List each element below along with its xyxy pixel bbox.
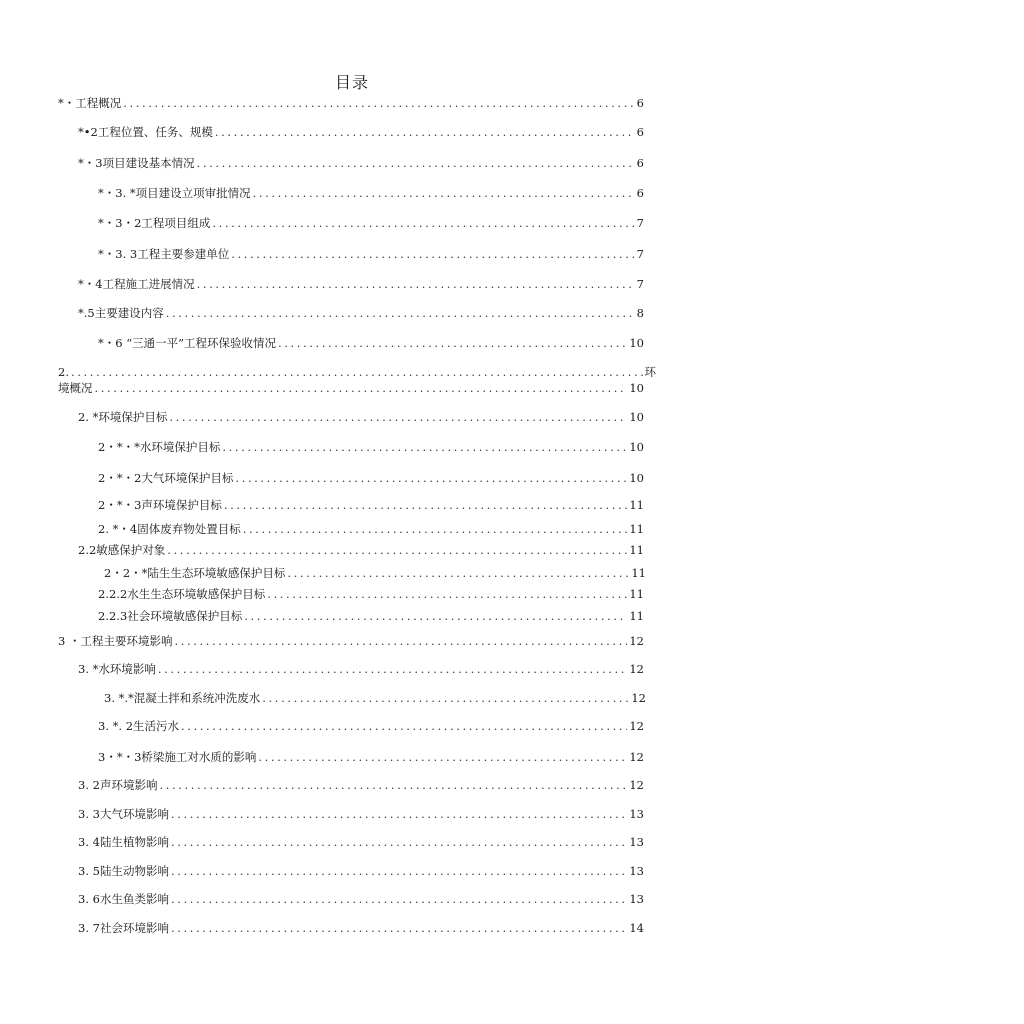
toc-entry-page: 6 [636, 96, 644, 110]
toc-entry[interactable] [78, 864, 644, 878]
toc-entry-page: 12 [629, 719, 644, 733]
toc-entry[interactable] [98, 750, 644, 764]
toc-leader-dots [287, 566, 629, 580]
toc-leader-dots [197, 156, 635, 170]
toc-entry-page: 7 [636, 277, 644, 291]
toc-leader-dots [169, 410, 627, 424]
toc-entry-page: 11 [629, 609, 644, 623]
toc-entry-label: 2. *・4固体废弃物处置目标 [98, 522, 241, 536]
toc-entry-page: 6 [636, 186, 644, 200]
toc-entry[interactable] [78, 306, 644, 320]
toc-entry-label: *・3. *项目建设立项审批情况 [98, 186, 251, 200]
toc-entry-label: 3. 5陆生动物影响 [78, 864, 169, 878]
toc-entry-page: 13 [629, 807, 644, 821]
toc-entry[interactable] [78, 835, 644, 849]
toc-leader-dots [171, 892, 627, 906]
toc-entry-label: 3. 2声环境影响 [78, 778, 158, 792]
toc-entry[interactable] [58, 381, 644, 395]
toc-leader-dots [231, 247, 634, 261]
toc-leader-dots [262, 691, 629, 705]
toc-entry-page: 7 [636, 216, 644, 230]
toc-entry-page: 12 [631, 691, 646, 705]
toc-leader-dots [123, 96, 634, 110]
toc-entry-label: 2.2.3社会环境敏感保护目标 [98, 609, 243, 623]
toc-entry-page: 10 [629, 440, 644, 454]
toc-leader-dots [224, 498, 627, 512]
toc-entry-label: 3. 4陆生植物影响 [78, 835, 169, 849]
toc-entry[interactable] [58, 634, 644, 648]
toc-entry-label: 3. *水环境影响 [78, 662, 156, 676]
toc-entry[interactable] [98, 247, 644, 261]
toc-entry-label: *・4工程施工进展情况 [78, 277, 195, 291]
toc-entry-page: 11 [629, 522, 644, 536]
toc-leader-dots [171, 921, 627, 935]
toc-entry-label: *・工程概况 [58, 96, 122, 110]
toc-entry[interactable] [78, 156, 644, 170]
toc-entry[interactable] [104, 691, 646, 705]
toc-entry[interactable] [58, 365, 656, 379]
toc-entry-label: 3・*・3桥梁施工对水质的影响 [98, 750, 257, 764]
toc-entry[interactable] [98, 719, 644, 733]
toc-entry-page: 10 [629, 381, 644, 395]
toc-leader-dots [171, 864, 627, 878]
toc-entry-label: 3. 6水生鱼类影响 [78, 892, 169, 906]
toc-entry[interactable] [98, 587, 644, 601]
toc-entry-page: 12 [629, 634, 644, 648]
toc-entry[interactable] [78, 543, 644, 557]
toc-leader-dots [258, 750, 627, 764]
toc-entry[interactable] [98, 186, 644, 200]
toc-leader-dots [244, 609, 627, 623]
toc-entry-page: 7 [636, 247, 644, 261]
toc-leader-dots [71, 365, 643, 379]
toc-entry-page: 11 [631, 566, 646, 580]
toc-entry[interactable] [78, 125, 644, 139]
toc-entry-label: 2・*・2大气环境保护目标 [98, 471, 234, 485]
toc-leader-dots [167, 543, 627, 557]
toc-entry[interactable] [78, 921, 644, 935]
toc-entry-label: 3. 7社会环境影响 [78, 921, 169, 935]
toc-entry-label: *・3项目建设基本情况 [78, 156, 195, 170]
toc-leader-dots [235, 471, 627, 485]
toc-entry-label: 境概况 [58, 381, 93, 395]
toc-entry[interactable] [58, 96, 644, 110]
toc-leader-dots [243, 522, 628, 536]
toc-entry-label: 3. *. 2生活污水 [98, 719, 180, 733]
toc-leader-dots [171, 807, 627, 821]
toc-entry-page: 10 [629, 410, 644, 424]
toc-leader-dots [171, 835, 627, 849]
toc-leader-dots [166, 306, 635, 320]
toc-entry-label: 2.2敏感保护对象 [78, 543, 166, 557]
toc-entry-label: 2・*・*水环境保护目标 [98, 440, 221, 454]
toc-entry[interactable] [78, 410, 644, 424]
toc-leader-dots [212, 216, 634, 230]
toc-entry[interactable] [98, 471, 644, 485]
toc-entry-page: 10 [629, 471, 644, 485]
toc-entry-page: 14 [629, 921, 644, 935]
toc-entry-label: *・3・2工程项目组成 [98, 216, 211, 230]
toc-entry-label: 2. *环境保护目标 [78, 410, 168, 424]
toc-leader-dots [95, 381, 628, 395]
toc-entry[interactable] [98, 609, 644, 623]
toc-entry[interactable] [78, 807, 644, 821]
toc-leader-dots [215, 125, 635, 139]
toc-entry[interactable] [98, 498, 644, 512]
toc-leader-dots [174, 634, 627, 648]
toc-title: 目录 [334, 73, 369, 92]
toc-entry-label: 2・*・3声环境保护目标 [98, 498, 222, 512]
toc-entry-page: 12 [629, 778, 644, 792]
toc-entry-label: 2. [58, 365, 69, 379]
toc-entry-label: 3. 3大气环境影响 [78, 807, 169, 821]
toc-leader-dots [267, 587, 627, 601]
toc-entry[interactable] [104, 566, 646, 580]
toc-entry-label: *・3. 3工程主要参建单位 [98, 247, 230, 261]
toc-entry[interactable] [78, 892, 644, 906]
toc-entry-label: *.5主要建设内容 [78, 306, 164, 320]
toc-entry-page: 12 [629, 662, 644, 676]
toc-entry[interactable] [98, 440, 644, 454]
toc-entry-label: 2・2・*陆生生态环境敏感保护目标 [104, 566, 286, 580]
toc-leader-dots [278, 336, 627, 350]
toc-leader-dots [222, 440, 627, 454]
toc-entry-page: 11 [629, 498, 644, 512]
toc-entry-page: 6 [636, 156, 644, 170]
toc-entry[interactable] [78, 277, 644, 291]
toc-entry-page: 环 [644, 365, 656, 379]
toc-entry-page: 13 [629, 892, 644, 906]
toc-entry[interactable] [98, 216, 644, 230]
toc-entry-page: 8 [636, 306, 644, 320]
toc-entry-label: 2.2.2水生生态环境敏感保护目标 [98, 587, 266, 601]
toc-entry-page: 11 [629, 543, 644, 557]
toc-entry-page: 12 [629, 750, 644, 764]
toc-entry-page: 6 [636, 125, 644, 139]
toc-entry-label: 3. *.*混凝土拌和系统冲洗废水 [104, 691, 261, 705]
toc-entry-page: 11 [629, 587, 644, 601]
toc-entry[interactable] [78, 662, 644, 676]
toc-leader-dots [159, 778, 627, 792]
toc-entry-page: 13 [629, 864, 644, 878]
toc-leader-dots [197, 277, 635, 291]
toc-leader-dots [181, 719, 627, 733]
toc-entry[interactable] [78, 778, 644, 792]
toc-entry[interactable] [98, 336, 644, 350]
toc-entry-label: 3 ・工程主要环境影响 [58, 634, 173, 648]
toc-entry-label: *・6 “三通一平”工程环保验收情况 [98, 336, 276, 350]
toc-leader-dots [253, 186, 635, 200]
toc-entry[interactable] [98, 522, 644, 536]
toc-leader-dots [158, 662, 627, 676]
toc-entry-page: 13 [629, 835, 644, 849]
toc-entry-page: 10 [629, 336, 644, 350]
toc-entry-label: *•2工程位置、任务、规模 [78, 125, 213, 139]
